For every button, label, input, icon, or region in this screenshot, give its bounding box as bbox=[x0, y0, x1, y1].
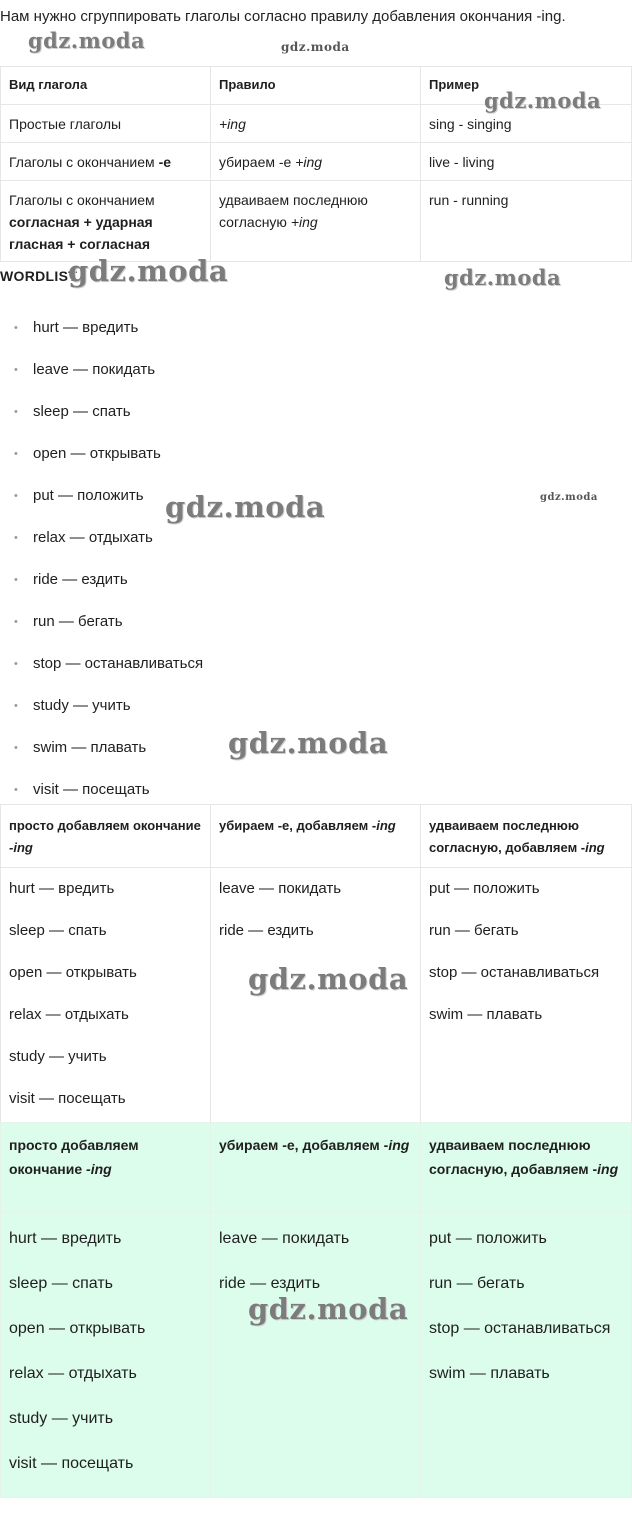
watermark: gdz.moda bbox=[248, 962, 409, 996]
table-row bbox=[1, 181, 632, 262]
list-item: study — учить bbox=[9, 1410, 114, 1427]
groups-table-header bbox=[1, 805, 632, 868]
group-col-double bbox=[421, 868, 632, 1131]
list-item: • hurt — вредить bbox=[0, 307, 203, 349]
list-item: hurt — вредить bbox=[9, 1230, 122, 1247]
list-item: • sleep — спать bbox=[0, 391, 203, 433]
list-item: run — бегать bbox=[429, 1275, 525, 1292]
wordlist bbox=[0, 307, 203, 811]
watermark: gdz.moda bbox=[165, 490, 326, 524]
rules-header-rule: Правило bbox=[211, 67, 421, 105]
answer-col-drop-e bbox=[211, 1213, 421, 1498]
rule-text: убираем -e +ing bbox=[211, 143, 421, 181]
watermark: gdz.moda bbox=[540, 492, 598, 503]
answer-header-add: просто добавляем окончание -ing bbox=[1, 1123, 211, 1213]
list-item: swim — плавать bbox=[429, 1006, 543, 1023]
group-header-add: просто добавляем окончание -ing bbox=[1, 805, 211, 868]
watermark: gdz.moda bbox=[281, 40, 350, 54]
rule-example: run - running bbox=[421, 181, 632, 262]
watermark: gdz.moda bbox=[28, 28, 146, 53]
list-item: • run — бегать bbox=[0, 601, 203, 643]
list-item: • visit — посещать bbox=[0, 769, 203, 811]
rule-type: Глаголы с окончанием согласная + ударная гласная + согласная bbox=[1, 181, 211, 262]
list-item: study — учить bbox=[9, 1048, 107, 1065]
list-item: visit — посещать bbox=[9, 1455, 134, 1472]
list-item: sleep — спать bbox=[9, 922, 107, 939]
answer-header-drop-e: убираем -e, добавляем -ing bbox=[211, 1123, 421, 1213]
list-item: • ride — ездить bbox=[0, 559, 203, 601]
list-item: • open — открывать bbox=[0, 433, 203, 475]
answer-table-header bbox=[1, 1123, 632, 1213]
list-item: stop — останавливаться bbox=[429, 964, 600, 981]
group-col-drop-e bbox=[211, 868, 421, 1131]
list-item: open — открывать bbox=[9, 964, 137, 981]
list-item: leave — покидать bbox=[219, 880, 342, 897]
watermark: gdz.moda bbox=[68, 254, 229, 288]
watermark: gdz.moda bbox=[484, 88, 602, 113]
list-item: swim — плавать bbox=[429, 1365, 550, 1382]
list-item: • stop — останавливаться bbox=[0, 643, 203, 685]
list-item: ride — ездить bbox=[219, 922, 314, 939]
rule-type: Простые глаголы bbox=[1, 105, 211, 143]
list-item: put — положить bbox=[429, 880, 540, 897]
table-row bbox=[1, 143, 632, 181]
list-item: • leave — покидать bbox=[0, 349, 203, 391]
answer-col-double bbox=[421, 1213, 632, 1498]
list-item: relax — отдыхать bbox=[9, 1365, 137, 1382]
list-item: • swim — плавать bbox=[0, 727, 203, 769]
rule-text: +ing bbox=[211, 105, 421, 143]
list-item: • put — положить bbox=[0, 475, 203, 517]
list-item: • relax — отдыхать bbox=[0, 517, 203, 559]
rule-example: sing - singing bbox=[421, 105, 632, 143]
list-item: run — бегать bbox=[429, 922, 519, 939]
list-item: relax — отдыхать bbox=[9, 1006, 129, 1023]
rule-type: Глаголы с окончанием -e bbox=[1, 143, 211, 181]
watermark: gdz.moda bbox=[248, 1292, 409, 1326]
watermark: gdz.moda bbox=[228, 726, 389, 760]
group-header-drop-e: убираем -e, добавляем -ing bbox=[211, 805, 421, 868]
rule-example: live - living bbox=[421, 143, 632, 181]
table-row bbox=[1, 1213, 632, 1498]
list-item: • study — учить bbox=[0, 685, 203, 727]
list-item: put — положить bbox=[429, 1230, 547, 1247]
group-header-double: удваиваем последнюю согласную, добавляем -ing bbox=[421, 805, 632, 868]
intro-text: Нам нужно сгруппировать глаголы согласно правилу добавления окончания -ing. bbox=[0, 8, 566, 25]
wordlist-label: WORDLIST bbox=[0, 268, 78, 284]
rules-header-example: Пример bbox=[421, 67, 632, 105]
rule-text: удваиваем последнюю согласную +ing bbox=[211, 181, 421, 262]
table-row bbox=[1, 868, 632, 1131]
list-item: hurt — вредить bbox=[9, 880, 115, 897]
list-item: leave — покидать bbox=[219, 1230, 350, 1247]
answer-header-double: удваиваем последнюю согласную, добавляем -ing bbox=[421, 1123, 632, 1213]
rules-header-type: Вид глагола bbox=[1, 67, 211, 105]
answer-col-add bbox=[1, 1213, 211, 1498]
group-col-add bbox=[1, 868, 211, 1131]
list-item: sleep — спать bbox=[9, 1275, 114, 1292]
watermark: gdz.moda bbox=[444, 265, 562, 290]
list-item: stop — останавливаться bbox=[429, 1320, 611, 1337]
list-item: open — открывать bbox=[9, 1320, 146, 1337]
list-item: visit — посещать bbox=[9, 1090, 126, 1107]
list-item: ride — ездить bbox=[219, 1275, 321, 1292]
